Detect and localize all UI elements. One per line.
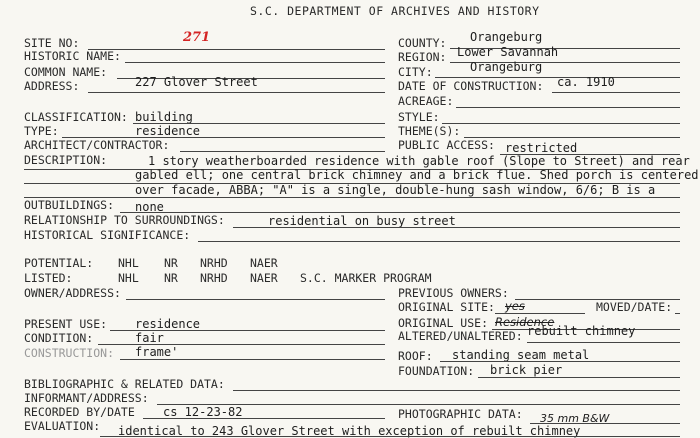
recorded-by-line xyxy=(143,418,385,419)
public-access-value: restricted xyxy=(505,141,578,155)
foundation-value: brick pier xyxy=(490,363,563,377)
description-line-1: 1 story weatherboarded residence with gable roof (Slope to Street) and rear xyxy=(148,154,690,168)
site-no-label: SITE NO: xyxy=(24,36,80,50)
type-label: TYPE: xyxy=(24,124,59,138)
architect-line xyxy=(180,151,385,152)
original-site-label: ORIGINAL SITE: xyxy=(398,300,495,314)
construction-line xyxy=(120,359,385,360)
foundation-label: FOUNDATION: xyxy=(398,364,475,378)
informant-label: INFORMANT/ADDRESS: xyxy=(24,391,149,405)
outbuildings-value: none xyxy=(135,200,164,214)
themes-line xyxy=(464,137,680,138)
date-construction-value: ca. 1910 xyxy=(557,75,615,89)
site-no-line xyxy=(88,49,385,50)
evaluation-value: identical to 243 Glover Street with exception of rebuilt chimney xyxy=(118,424,581,438)
address-label: ADDRESS: xyxy=(24,79,80,93)
form-header: S.C. DEPARTMENT OF ARCHIVES AND HISTORY xyxy=(250,4,540,18)
moved-date-label: MOVED/DATE: xyxy=(596,300,673,314)
original-use-label: ORIGINAL USE: xyxy=(398,316,489,330)
evaluation-line xyxy=(100,436,680,437)
listed-nhl[interactable]: NHL xyxy=(118,271,139,285)
owner-address-label: OWNER/ADDRESS: xyxy=(24,286,121,300)
potential-naer[interactable]: NAER xyxy=(250,256,278,270)
historic-name-label: HISTORIC NAME: xyxy=(24,49,121,63)
relationship-label: RELATIONSHIP TO SURROUNDINGS: xyxy=(24,213,225,227)
relationship-value: residential on busy street xyxy=(268,214,456,228)
bibliographic-line xyxy=(233,390,680,391)
description-line-3: over facade, ABBA; "A" is a single, double-hung sash window, 6/6; B is a xyxy=(135,183,656,197)
significance-line xyxy=(198,241,680,242)
previous-owners-label: PREVIOUS OWNERS: xyxy=(398,286,509,300)
style-line xyxy=(442,123,680,124)
listed-nr[interactable]: NR xyxy=(164,271,178,285)
region-label: REGION: xyxy=(398,50,447,64)
altered-value: rebuilt chimney xyxy=(527,324,636,338)
site-no-value: 271 xyxy=(183,30,211,45)
architect-label: ARCHITECT/CONTRACTOR: xyxy=(24,138,170,152)
original-use-value: Residence xyxy=(495,315,555,329)
moved-date-line xyxy=(675,313,680,314)
altered-line xyxy=(527,342,680,343)
style-label: STYLE: xyxy=(398,110,440,124)
potential-label: POTENTIAL: xyxy=(24,256,94,270)
description-label: DESCRIPTION: xyxy=(24,153,108,167)
classification-value: building xyxy=(135,110,193,124)
bibliographic-label: BIBLIOGRAPHIC & RELATED DATA: xyxy=(24,377,225,391)
listed-nrhd[interactable]: NRHD xyxy=(200,271,228,285)
marker-program[interactable]: S.C. MARKER PROGRAM xyxy=(300,271,432,285)
county-value: Orangeburg xyxy=(470,30,543,44)
original-site-line xyxy=(495,313,585,314)
listed-label: LISTED: xyxy=(24,271,73,285)
potential-nr[interactable]: NR xyxy=(164,256,178,270)
common-name-label: COMMON NAME: xyxy=(24,65,108,79)
recorded-by-label: RECORDED BY/DATE xyxy=(24,405,135,419)
roof-value: standing seam metal xyxy=(452,348,590,362)
date-construction-label: DATE OF CONSTRUCTION: xyxy=(398,79,544,93)
themes-label: THEME(S): xyxy=(398,124,461,138)
construction-label: CONSTRUCTION: xyxy=(24,346,115,360)
acreage-line xyxy=(456,107,680,108)
description-line-2: gabled ell; one central brick chimney and a brick flue. Shed porch is centered xyxy=(135,168,699,182)
relationship-line xyxy=(233,227,680,228)
acreage-label: ACREAGE: xyxy=(398,94,454,108)
historic-name-line xyxy=(125,62,385,63)
present-use-value: residence xyxy=(135,317,201,331)
condition-label: CONDITION: xyxy=(24,331,94,345)
photographic-label: PHOTOGRAPHIC DATA: xyxy=(398,407,523,421)
description-rule-3 xyxy=(24,197,680,198)
photographic-value: 35 mm B&W xyxy=(540,412,610,425)
construction-value: frame' xyxy=(135,345,179,359)
altered-label: ALTERED/UNALTERED: xyxy=(398,329,523,343)
original-site-value: yes xyxy=(505,299,525,313)
listed-naer[interactable]: NAER xyxy=(250,271,278,285)
recorded-by-value: cs 12-23-82 xyxy=(163,405,243,419)
address-value: 227 Glover Street xyxy=(135,75,258,89)
classification-label: CLASSIFICATION: xyxy=(24,110,128,124)
significance-label: HISTORICAL SIGNIFICANCE: xyxy=(24,228,191,242)
city-value: Orangeburg xyxy=(470,60,543,74)
potential-nhl[interactable]: NHL xyxy=(118,256,139,270)
potential-nrhd[interactable]: NRHD xyxy=(200,256,228,270)
county-label: COUNTY: xyxy=(398,36,447,50)
foundation-line xyxy=(478,377,680,378)
outbuildings-label: OUTBUILDINGS: xyxy=(24,198,115,212)
roof-line xyxy=(440,361,680,362)
roof-label: ROOF: xyxy=(398,349,433,363)
address-line xyxy=(88,92,385,93)
city-label: CITY: xyxy=(398,65,433,79)
type-value: residence xyxy=(135,124,201,138)
region-value: Lower Savannah xyxy=(457,45,559,59)
condition-value: fair xyxy=(135,331,164,345)
present-use-label: PRESENT USE: xyxy=(24,317,108,331)
evaluation-label: EVALUATION: xyxy=(24,419,101,433)
owner-address-line xyxy=(126,299,385,300)
date-construction-line xyxy=(552,92,680,93)
public-access-label: PUBLIC ACCESS: xyxy=(398,138,495,152)
